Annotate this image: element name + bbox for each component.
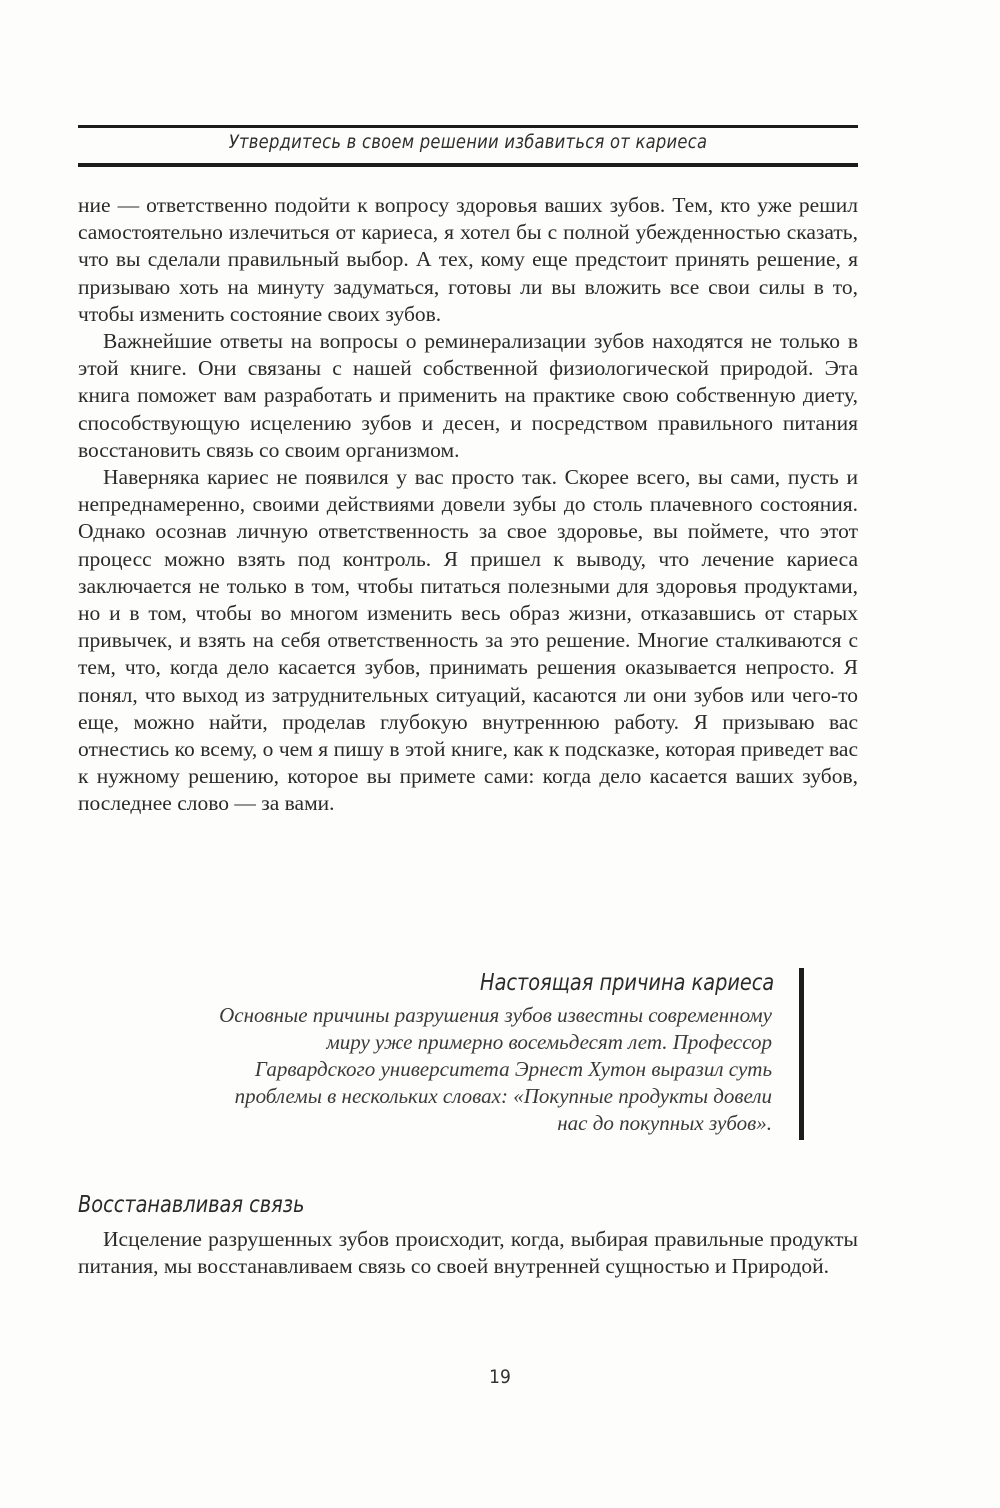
sidebar-title: Настоящая причина кариеса xyxy=(479,970,774,996)
paragraph: Важнейшие ответы на вопросы о реминерализации зубов находятся не только в этой книге. Они связаны с нашей собственной физиологической природой. Эта книга поможет вам разработать и применить на практике свою собственную диету, способствующую исцелению зубов и десен, и посредством правильного питания восстановить связь со своим организмом. xyxy=(78,329,858,462)
paragraph: Наверняка кариес не появился у вас просто так. Скорее всего, вы сами, пусть и непреднамеренно, своими действиями довели зубы до столь плачевного состояния. Однако осознав личную ответственность за свое здоровье, вы поймете, что этот процесс можно взять под контроль. Я пришел к выводу, что лечение кариеса заключается не только в том, чтобы питаться полезными для здоровья продуктами, но и в том, чтобы во многом изменить весь образ жизни, отказавшись от старых привычек, и взять на себя ответственность за это решение. Многие сталкиваются с тем, что, когда дело касается зубов, принимать решения оказывается непросто. Я понял, что выход из затруднительных ситуаций, касаются ли они зубов или чего-то еще, можно найти, проделав глубокую внутреннюю работу. Я призываю вас отнестись ко всему, о чем я пишу в этой книге, как к подсказке, которая приведет вас к нужному решению, которое вы примете сами: когда дело касается ваших зубов, последнее слово — за вами. xyxy=(78,465,858,816)
paragraph-continued: ние — ответственно подойти к вопросу здоровья ваших зубов. Тем, кто уже решил самостоятельно излечиться от кариеса, я хотел бы с полной убежденностью сказать, что вы сделали правильный выбор. А тех, кому еще предстоит принять решение, я призываю хоть на минуту задуматься, готовы ли вы вложить все свои силы в то, чтобы изменить состояние своих зубов. xyxy=(78,193,858,326)
section-text xyxy=(78,1226,858,1280)
page-number: 19 xyxy=(489,1366,511,1388)
sidebar-vertical-rule xyxy=(799,968,804,1140)
header-top-rule xyxy=(78,125,858,128)
running-header: Утвердитесь в своем решении избавиться от кариеса xyxy=(228,131,708,153)
sidebar-quote xyxy=(200,968,804,1140)
main-text xyxy=(78,192,858,818)
paragraph: Исцеление разрушенных зубов происходит, когда, выбирая правильные продукты питания, мы восстанавливаем связь со своей внутренней сущностью и Природой. xyxy=(78,1227,858,1279)
header-bottom-rule xyxy=(78,163,858,167)
section-heading: Восстанавливая связь xyxy=(78,1192,305,1218)
sidebar-text: Основные причины разрушения зубов известны современному миру уже примерно восемьдесят лет. Профессор Гарвардского университета Эрнест Хутон выразил суть проблемы в нескольких словах: «Покупные продукты довели нас до покупных зубов». xyxy=(219,1003,772,1135)
